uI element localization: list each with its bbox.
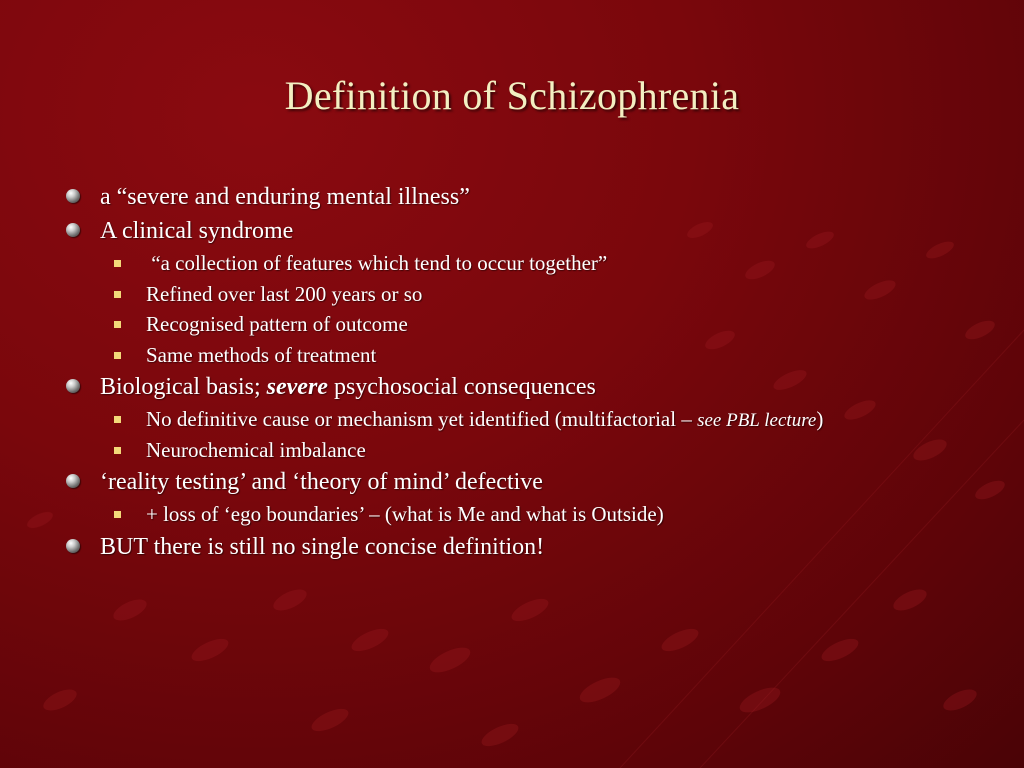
square-bullet-icon — [114, 511, 121, 518]
square-bullet-icon — [114, 291, 121, 298]
square-bullet-icon — [114, 260, 121, 267]
square-bullet-icon — [114, 321, 121, 328]
list-item — [66, 530, 966, 564]
bullet-text: Neurochemical imbalance — [146, 437, 366, 462]
list-item — [114, 309, 966, 340]
list-item — [114, 248, 966, 279]
list-item — [66, 370, 966, 404]
list-item — [66, 180, 966, 214]
list-item — [66, 465, 966, 499]
sphere-bullet-icon — [66, 223, 80, 237]
sphere-bullet-icon — [66, 474, 80, 488]
square-bullet-icon — [114, 352, 121, 359]
bullet-text: A clinical syndrome — [100, 218, 294, 244]
bullet-text: Recognised pattern of outcome — [146, 312, 408, 336]
list-item — [114, 340, 966, 371]
bullet-emphasis: see PBL lecture — [697, 410, 817, 431]
slide-title: Definition of Schizophrenia — [284, 73, 740, 118]
sphere-bullet-icon — [66, 189, 80, 203]
bullet-text-after: ) — [816, 407, 824, 431]
sphere-bullet-icon — [66, 379, 80, 393]
square-bullet-icon — [114, 447, 121, 454]
sphere-bullet-icon — [66, 539, 80, 553]
list-item — [114, 279, 966, 310]
bullet-text: “a collection of features which tend to occur together” — [146, 251, 608, 275]
list-item — [114, 435, 966, 466]
bullet-text: Refined over last 200 years or so — [146, 281, 423, 306]
bullet-text: + loss of ‘ego boundaries’ – (what is Me and what is Outside) — [146, 502, 664, 526]
bullet-text: a “severe and enduring mental illness” — [100, 184, 470, 210]
bullet-text-after: psychosocial consequences — [327, 374, 596, 400]
bullet-text: BUT there is still no single concise definition! — [100, 533, 545, 560]
bullet-list — [66, 180, 966, 564]
bullet-text-before: Biological basis; — [100, 374, 267, 400]
bullet-text: Same methods of treatment — [146, 342, 377, 367]
bullet-text: ‘reality testing’ and ‘theory of mind’ defective — [100, 469, 543, 495]
list-item — [114, 404, 966, 435]
list-item — [114, 499, 966, 530]
bullet-emphasis: severe — [266, 374, 328, 400]
list-item — [66, 214, 966, 248]
bullet-text-before: No definitive cause or mechanism yet identified (multifactorial – — [146, 407, 698, 431]
square-bullet-icon — [114, 416, 121, 423]
